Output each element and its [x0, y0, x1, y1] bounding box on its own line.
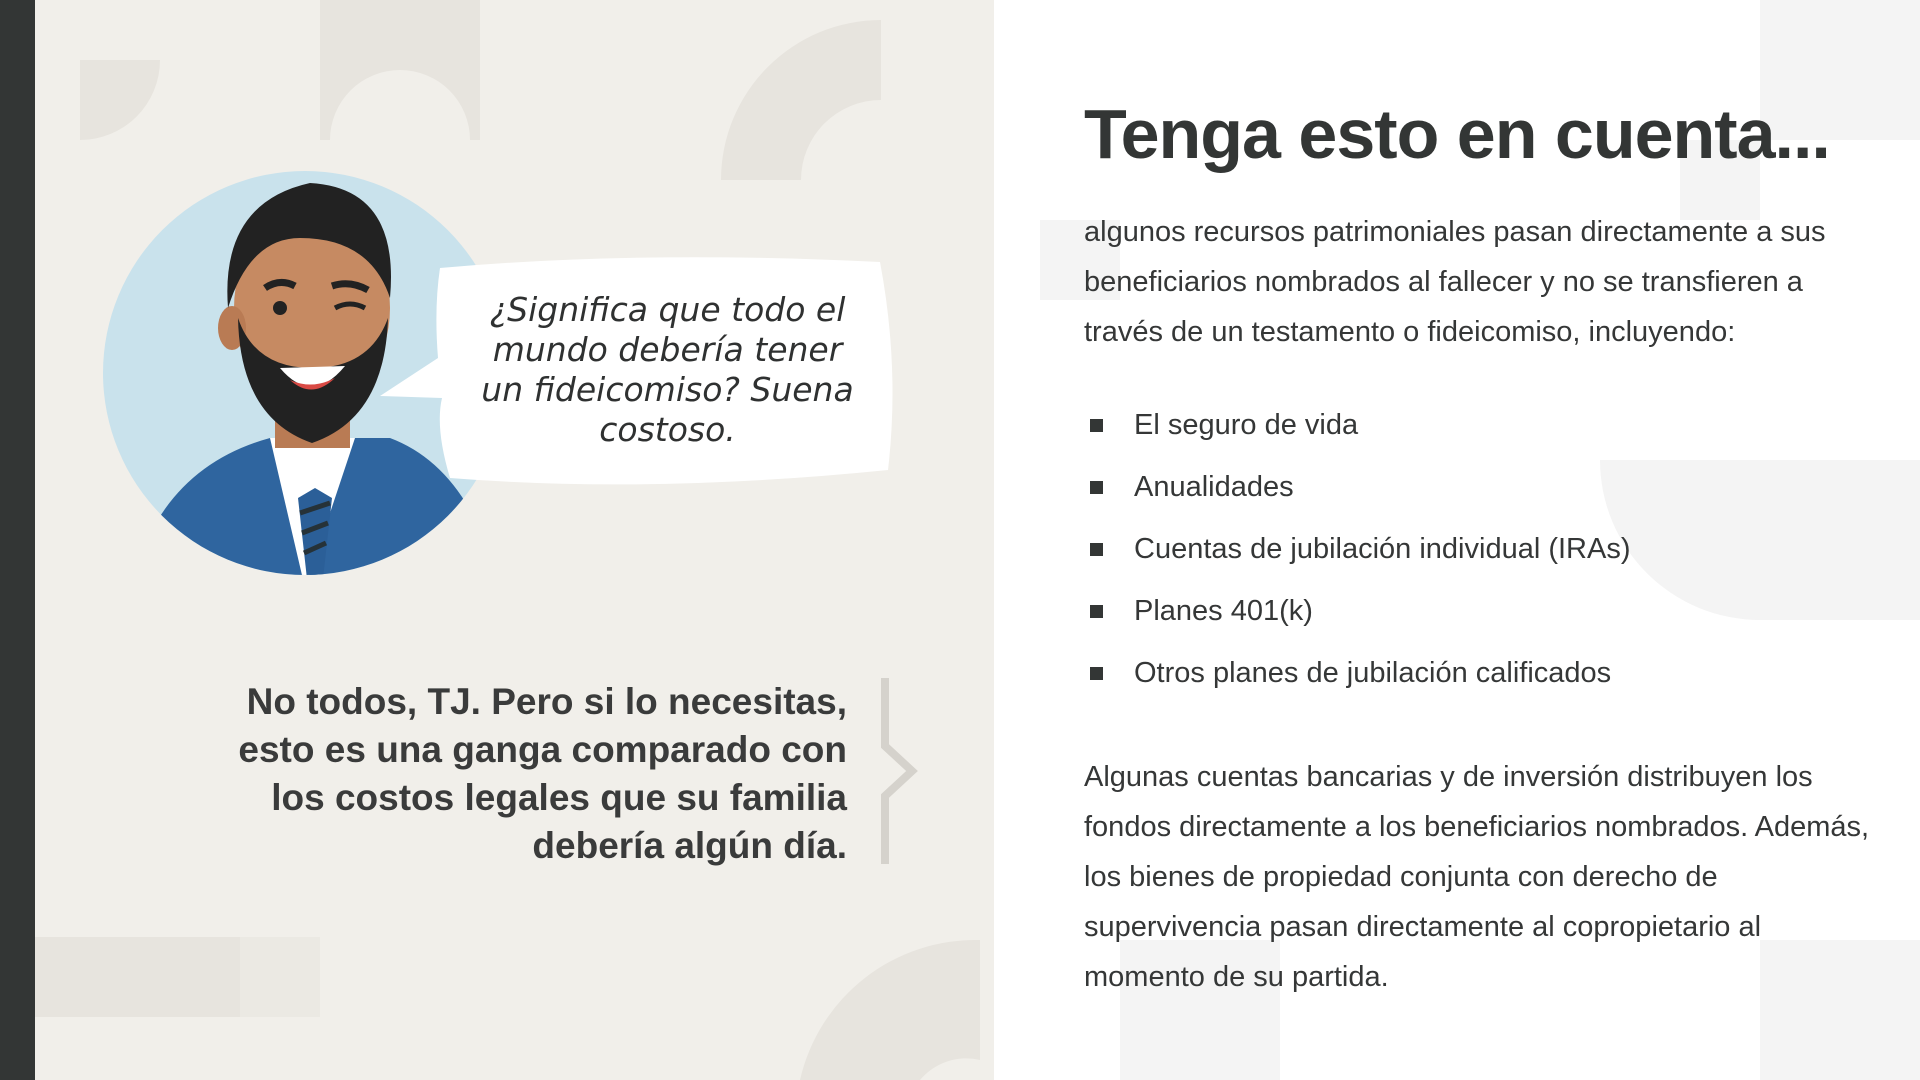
- bullet-square-icon: [1090, 667, 1103, 680]
- bullet-square-icon: [1090, 605, 1103, 618]
- list-item: Otros planes de jubilación calificados: [1090, 648, 1890, 710]
- answer-quote: No todos, TJ. Pero si lo necesitas, esto es una ganga comparado con los costos legales que su familia debería algún día.: [238, 681, 847, 866]
- list-item: Planes 401(k): [1090, 586, 1890, 648]
- bullet-square-icon: [1090, 481, 1103, 494]
- left-accent-bar: [0, 0, 35, 1080]
- page-title: Tenga esto en cuenta...: [1084, 95, 1830, 173]
- bullet-square-icon: [1090, 419, 1103, 432]
- list-item: El seguro de vida: [1090, 400, 1890, 462]
- list-item: Cuentas de jubilación individual (IRAs): [1090, 524, 1890, 586]
- speech-bubble-text: ¿Significa que todo el mundo debería tener un fideicomiso? Suena costoso.: [481, 290, 854, 449]
- bracket-chevron-icon: [880, 676, 920, 866]
- asset-list: [1090, 400, 1890, 710]
- intro-paragraph: algunos recursos patrimoniales pasan directamente a sus beneficiarios nombrados al fallecer y no se transfieren a través de un testamento o fideicomiso, incluyendo:: [1084, 216, 1826, 348]
- bullet-square-icon: [1090, 543, 1103, 556]
- outro-paragraph: Algunas cuentas bancarias y de inversión distribuyen los fondos directamente a los beneficiarios nombrados. Además, los bienes de propiedad conjunta con derecho de supervivencia pasan directamente al copropietario al momento de su partida.: [1084, 761, 1870, 993]
- list-item: Anualidades: [1090, 462, 1890, 524]
